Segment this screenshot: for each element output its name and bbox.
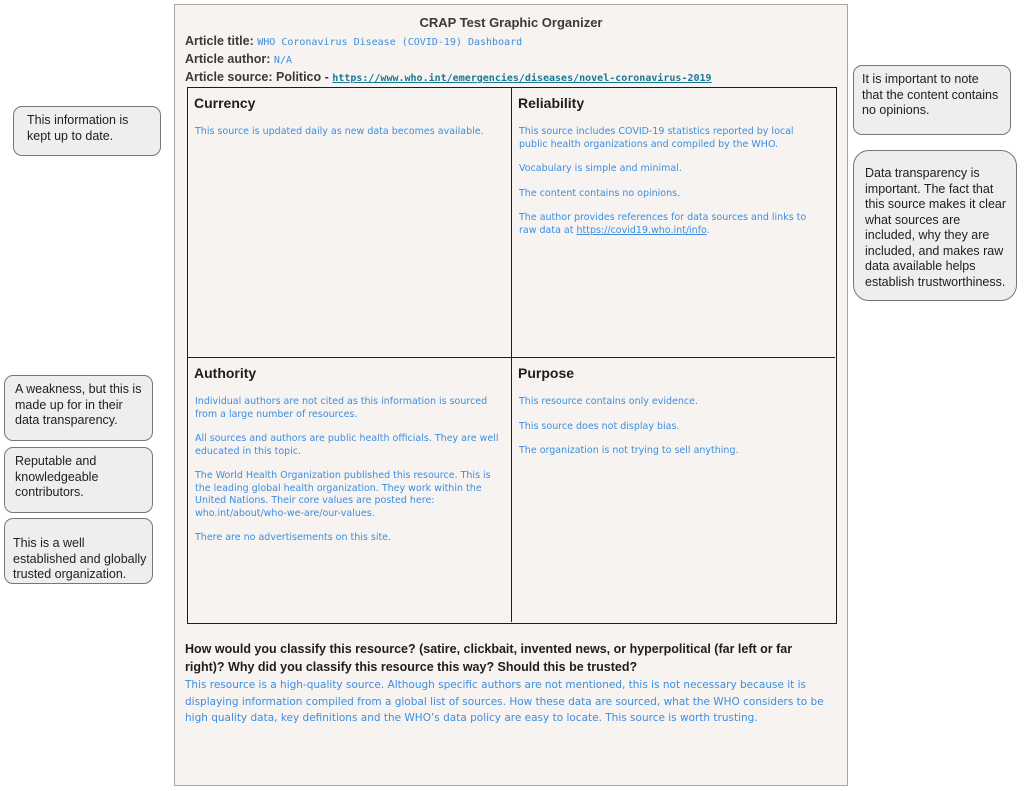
article-title-label: Article title: bbox=[185, 34, 254, 48]
references-text: The author provides references for data sources and links to raw data at bbox=[519, 212, 807, 236]
reliability-paragraph: This source includes COVID-19 statistics reported by local public health organizations and compiled by the WHO. bbox=[519, 126, 794, 150]
currency-body bbox=[195, 126, 499, 151]
worksheet-page bbox=[174, 4, 848, 786]
article-author-value: N/A bbox=[273, 55, 292, 66]
purpose-heading: Purpose bbox=[518, 365, 575, 381]
document-title: CRAP Test Graphic Organizer bbox=[419, 15, 603, 30]
article-author-label: Article author: bbox=[185, 52, 271, 66]
comment-reputable[interactable]: Reputable and knowledgeable contributors. bbox=[4, 447, 153, 513]
reliability-paragraph: Vocabulary is simple and minimal. bbox=[519, 163, 682, 174]
currency-cell bbox=[188, 88, 512, 358]
reliability-cell bbox=[512, 88, 835, 358]
reliability-paragraph-references bbox=[519, 212, 823, 237]
raw-data-link[interactable]: https://covid19.who.int/info bbox=[576, 224, 707, 236]
authority-paragraph: The World Health Organization published this resource. This is the leading global health organization. They work within the United Nations. Their core values are posted here: who.int/about/who-we-are/our-values. bbox=[195, 470, 491, 519]
comment-established[interactable]: This is a well established and globally trusted organization. bbox=[4, 518, 153, 584]
currency-paragraph: This source is updated daily as new data becomes available. bbox=[195, 126, 484, 137]
article-author-row bbox=[185, 52, 292, 66]
crap-grid bbox=[187, 87, 837, 624]
authority-heading: Authority bbox=[194, 365, 257, 381]
article-source-link[interactable]: https://www.who.int/emergencies/diseases/novel-coronavirus-2019 bbox=[332, 73, 712, 84]
classification-answer: This resource is a high-quality source. Although specific authors are not mentioned, this is not necessary because it is displaying information compiled from a global list of sources. How these data are sourced, what the WHO considers to be high quality data, key definitions and the WHO’s data policy are easy to locate. This source is worth trusting. bbox=[185, 679, 824, 724]
currency-heading: Currency bbox=[194, 95, 256, 111]
comment-up-to-date[interactable]: This information is kept up to date. bbox=[13, 106, 161, 156]
authority-paragraph: Individual authors are not cited as this information is sourced from a large number of resources. bbox=[195, 396, 488, 420]
article-source-label: Article source: Politico - bbox=[185, 70, 329, 84]
purpose-body bbox=[519, 396, 823, 470]
purpose-paragraph: This source does not display bias. bbox=[519, 420, 680, 432]
reliability-paragraph: The content contains no opinions. bbox=[519, 187, 681, 199]
purpose-paragraph: This resource contains only evidence. bbox=[519, 396, 698, 407]
reliability-heading: Reliability bbox=[518, 95, 585, 111]
references-end: . bbox=[706, 224, 710, 236]
article-title-row bbox=[185, 34, 522, 48]
article-source-row bbox=[185, 70, 712, 84]
article-title-value: WHO Coronavirus Disease (COVID-19) Dashboard bbox=[257, 37, 523, 48]
purpose-cell bbox=[512, 358, 835, 622]
classification-question: How would you classify this resource? (satire, clickbait, invented news, or hyperpolitical (far left or far right)? Why did you classify this resource this way? Should this be trusted? bbox=[185, 642, 793, 674]
authority-paragraph: There are no advertisements on this site. bbox=[195, 532, 392, 543]
purpose-paragraph: The organization is not trying to sell anything. bbox=[519, 445, 739, 456]
authority-cell bbox=[188, 358, 512, 622]
comment-no-opinions[interactable]: It is important to note that the content contains no opinions. bbox=[853, 65, 1011, 135]
comment-weakness[interactable]: A weakness, but this is made up for in their data transparency. bbox=[4, 375, 153, 441]
authority-body bbox=[195, 396, 499, 557]
authority-paragraph: All sources and authors are public health officials. They are well educated in this topic. bbox=[195, 433, 499, 457]
reliability-body bbox=[519, 126, 823, 249]
comment-data-transparency[interactable]: Data transparency is important. The fact that this source makes it clear what sources are included, why they are included, and makes raw data available helps establish trustworthiness. bbox=[853, 150, 1017, 301]
